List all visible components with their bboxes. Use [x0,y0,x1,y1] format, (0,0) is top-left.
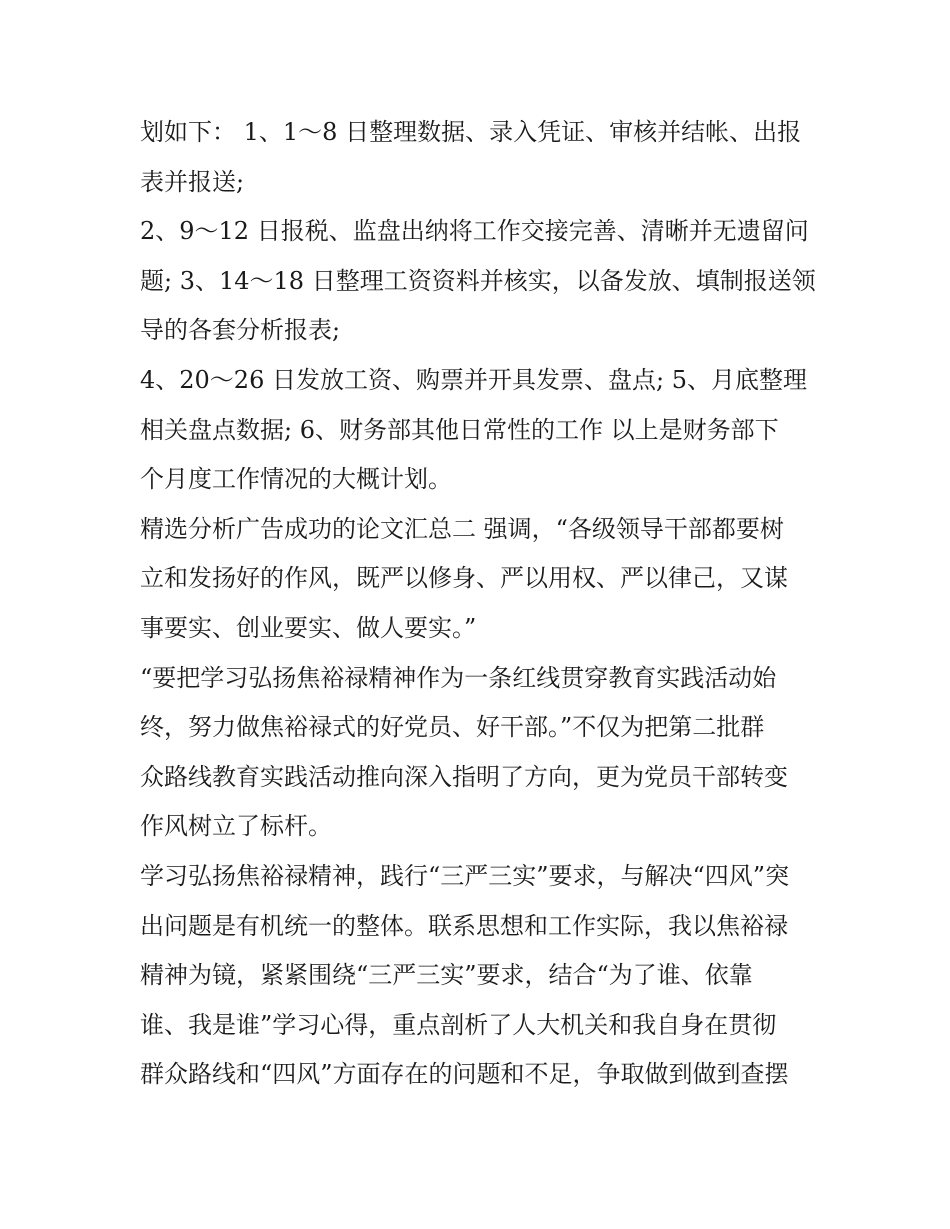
text-line-14: 众路线教育实践活动推向深入指明了方向，更为党员干部转变 [140,762,788,791]
text-line-15: 作风树立了标杆。 [140,812,332,841]
text-line-1: 划如下： 1、1～8 日整理数据、录入凭证、审核并结帐、出报 [140,118,802,146]
text-line-18: 精神为镜，紧紧围绕“三严三实”要求，结合“为了谁、依靠 [140,961,753,990]
text-line-10: 立和发扬好的作风，既严以修身、严以用权、严以律己，又谋 [140,564,788,593]
body-text [140,108,830,1100]
text-line-5: 导的各套分析报表; [140,316,341,345]
text-line-20: 群众路线和“四风”方面存在的问题和不足，争取做到做到查摆 [140,1060,789,1089]
text-line-9: 精选分析广告成功的论文汇总二 强调，“各级领导干部都要树 [140,514,784,543]
text-line-8: 个月度工作情况的大概计划。 [140,465,452,494]
text-line-6: 4、20～26 日发放工资、购票并开具发票、盘点; 5、月底整理 [140,365,807,394]
text-line-11: 事要实、创业要实、做人要实。” [140,613,477,642]
text-line-4: 题; 3、14～18 日整理工资资料并核实，以备发放、填制报送领 [140,266,816,295]
text-line-7: 相关盘点数据; 6、财务部其他日常性的工作 以上是财务部下 [140,415,779,444]
text-line-12: “要把学习弘扬焦裕禄精神作为一条红线贯穿教育实践活动始 [140,663,777,692]
text-line-19: 谁、我是谁”学习心得，重点剖析了人大机关和我自身在贯彻 [140,1010,777,1039]
text-line-13: 终，努力做焦裕禄式的好党员、好干部。”不仅为把第二批群 [140,713,765,742]
text-line-2: 表并报送; [140,167,245,196]
text-line-3: 2、9～12 日报税、监盘出纳将工作交接完善、清晰并无遗留问 [140,217,809,246]
text-line-17: 出问题是有机统一的整体。联系思想和工作实际，我以焦裕禄 [140,911,788,940]
text-line-16: 学习弘扬焦裕禄精神，践行“三严三实”要求，与解决“四风”突 [140,861,790,890]
